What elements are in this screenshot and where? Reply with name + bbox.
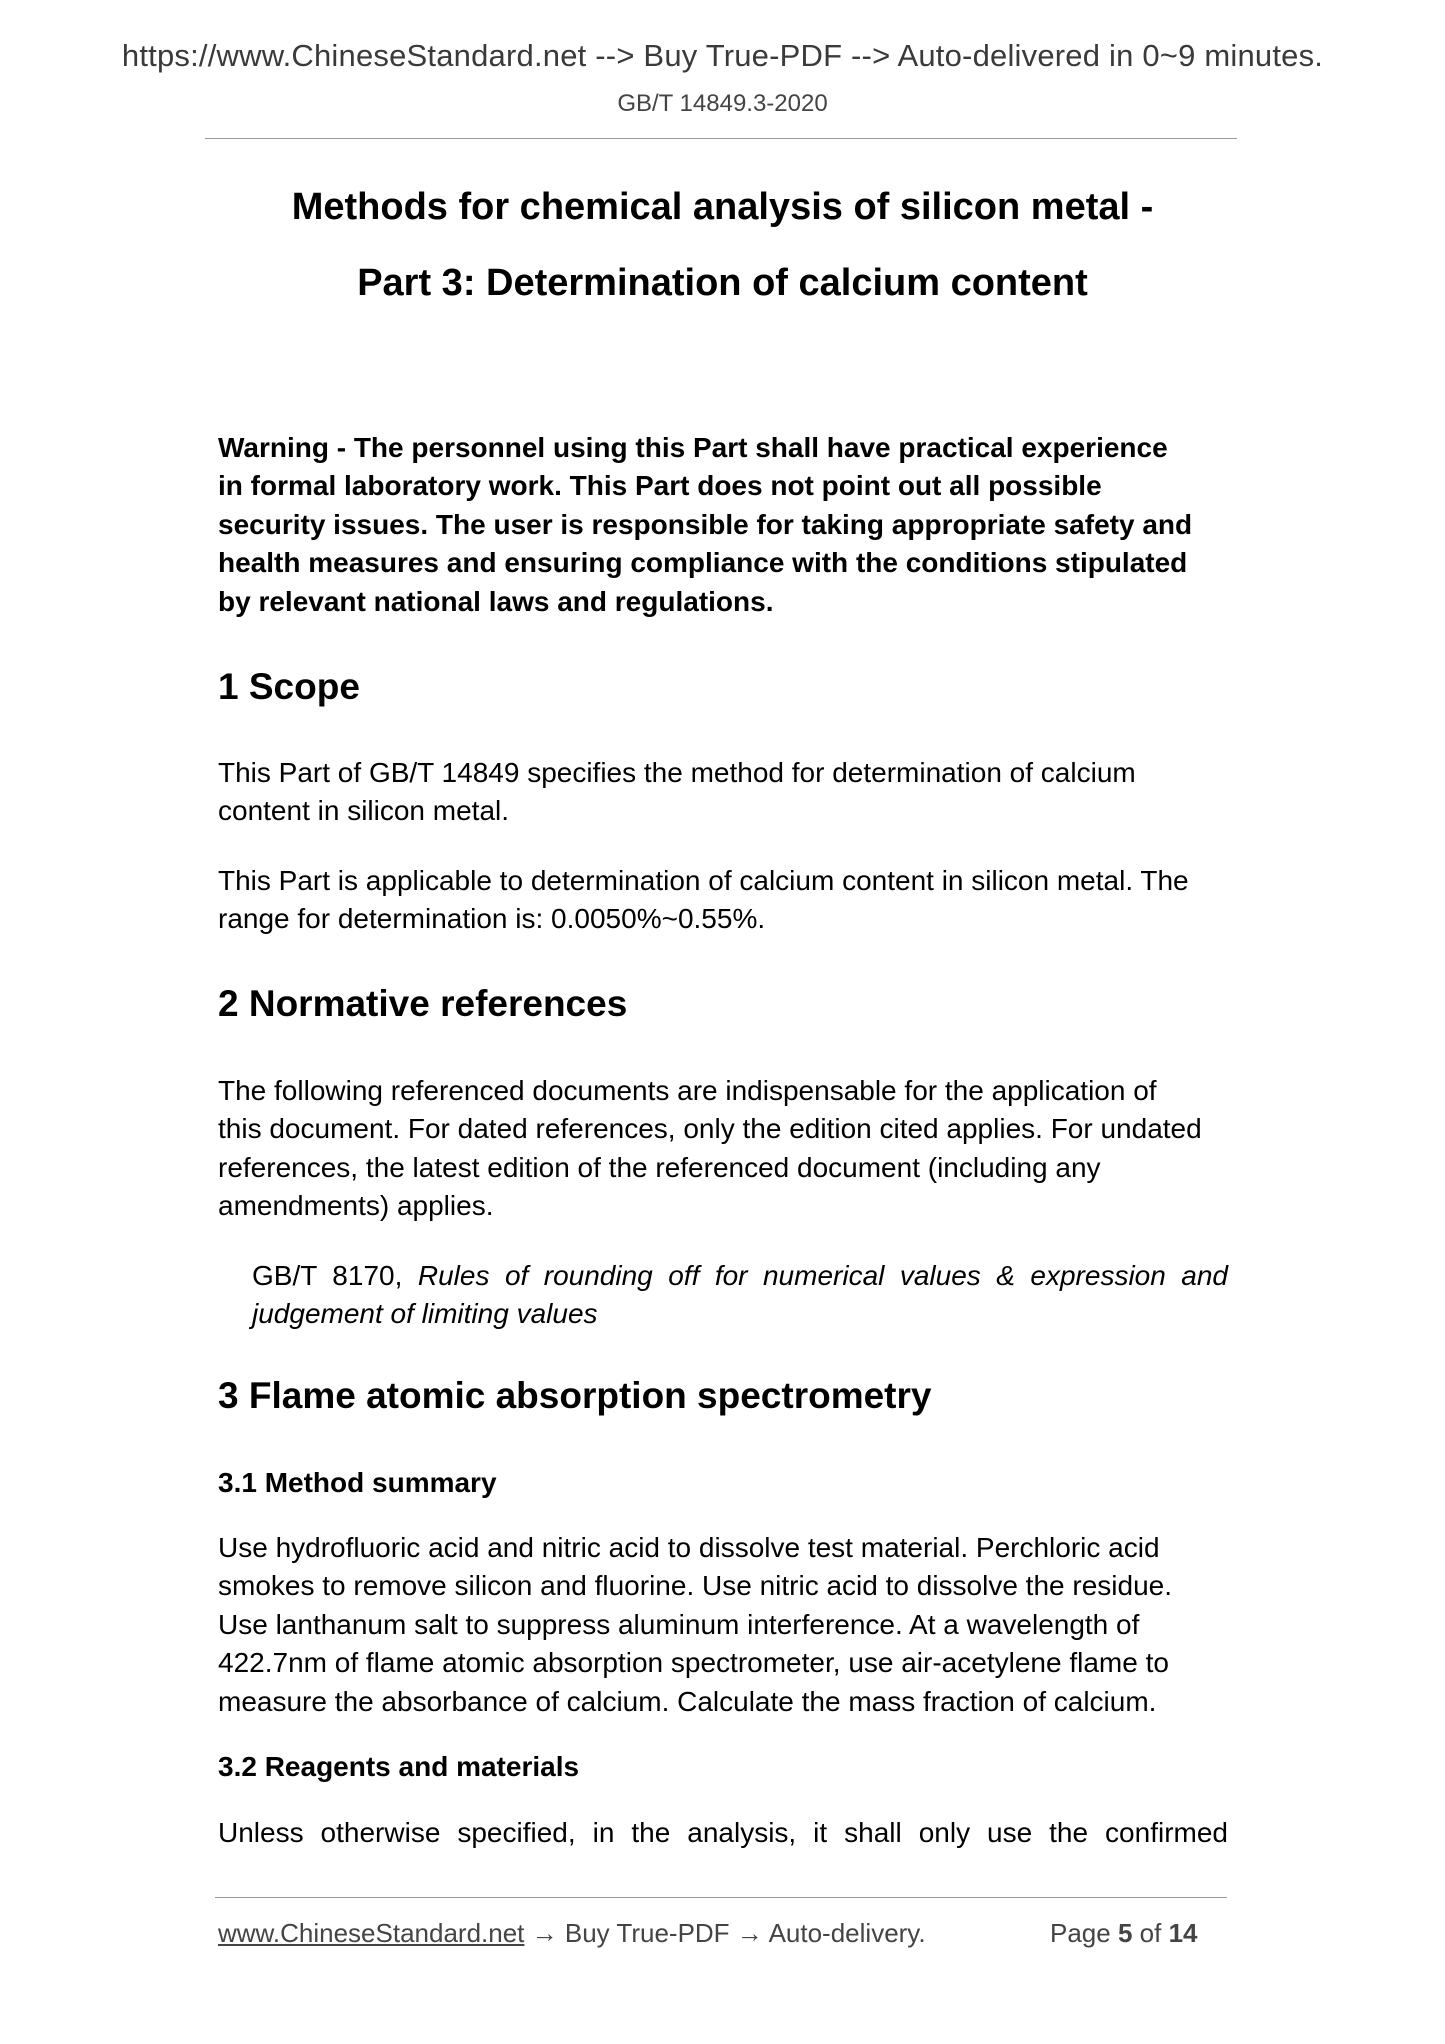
subsection-3-2-heading: 3.2 Reagents and materials (218, 1751, 580, 1782)
reference-title-cont: judgement of limiting values (252, 1298, 598, 1330)
text-line: this document. For dated references, only the edition cited applies. For undated (218, 1113, 1202, 1145)
text-line: measure the absorbance of calcium. Calculate the mass fraction of calcium. (218, 1685, 1157, 1717)
warning-line: health measures and ensuring compliance with the conditions stipulated (218, 547, 1188, 579)
text-line: references, the latest edition of the referenced document (including any (218, 1151, 1101, 1183)
footer-divider (215, 1897, 1227, 1898)
reference-code: GB/T 8170, (252, 1260, 403, 1291)
section-3-heading-wrap (218, 1375, 1228, 1417)
warning-line: Warning - The personnel using this Part shall have practical experience (218, 432, 1168, 463)
subsection-3-1-para (218, 1529, 1228, 1721)
section-1-heading: 1 Scope (218, 666, 360, 707)
text-line: 422.7nm of flame atomic absorption spectrometer, use air-acetylene flame to (218, 1647, 1169, 1679)
section-1-heading-wrap (218, 666, 1228, 708)
warning-line: security issues. The user is responsible for taking appropriate safety and (218, 508, 1193, 540)
text-line: The following referenced documents are indispensable for the application of (218, 1075, 1157, 1106)
text-line: content in silicon metal. (218, 795, 510, 827)
subsection-3-2-para (218, 1814, 1228, 1852)
section-2-heading: 2 Normative references (218, 983, 628, 1024)
text-line: This Part of GB/T 14849 specifies the method for determination of calcium (218, 757, 1136, 788)
section-1-para-1 (218, 754, 1228, 831)
footer-left (218, 1918, 926, 1949)
section-2-heading-wrap (218, 983, 1228, 1025)
warning-line: in formal laboratory work. This Part does not point out all possible (218, 470, 1102, 502)
header-divider (205, 138, 1237, 139)
text-line: range for determination is: 0.0050%~0.55%. (218, 903, 766, 935)
subsection-3-2-heading-wrap (218, 1751, 1228, 1783)
page-word: Page (1050, 1918, 1111, 1948)
page-indicator (1050, 1918, 1198, 1949)
section-1-para-2 (218, 862, 1228, 939)
document-title-line1: Methods for chemical analysis of silicon metal - (291, 186, 1154, 228)
of-word: of (1139, 1918, 1162, 1948)
reference-line (252, 1257, 1228, 1295)
warning-block (218, 429, 1228, 621)
text-line: Use lanthanum salt to suppress aluminum interference. At a wavelength of (218, 1608, 1140, 1640)
standard-code: GB/T 14849.3-2020 (617, 90, 828, 117)
text-line: This Part is applicable to determination of calcium content in silicon metal. The (218, 865, 1189, 896)
footer-tail-text: → Buy True-PDF → Auto-delivery. (524, 1918, 926, 1948)
page-total: 14 (1168, 1918, 1198, 1948)
section-3-heading: 3 Flame atomic absorption spectrometry (218, 1375, 932, 1416)
reference-line (252, 1295, 1228, 1333)
warning-line: by relevant national laws and regulations. (218, 585, 774, 617)
text-line: Unless otherwise specified, in the analysis, it shall only use the confirmed (218, 1817, 1228, 1848)
document-title-line2: Part 3: Determination of calcium content (357, 262, 1088, 304)
text-line: amendments) applies. (218, 1190, 494, 1222)
reference-title: Rules of rounding off for numerical values & expression and (417, 1260, 1229, 1291)
normative-reference-item (252, 1257, 1228, 1334)
subsection-3-1-heading-wrap (218, 1467, 1228, 1499)
page-number: 5 (1117, 1918, 1133, 1948)
subsection-3-1-heading: 3.1 Method summary (218, 1467, 497, 1498)
text-line: Use hydrofluoric acid and nitric acid to dissolve test material. Perchloric acid (218, 1532, 1160, 1563)
footer-site-link[interactable]: www.ChineseStandard.net (218, 1918, 525, 1948)
section-2-para-1 (218, 1072, 1228, 1226)
text-line: smokes to remove silicon and fluorine. Use nitric acid to dissolve the residue. (218, 1570, 1172, 1602)
source-banner: https://www.ChineseStandard.net --> Buy True-PDF --> Auto-delivered in 0~9 minutes. (121, 38, 1324, 73)
